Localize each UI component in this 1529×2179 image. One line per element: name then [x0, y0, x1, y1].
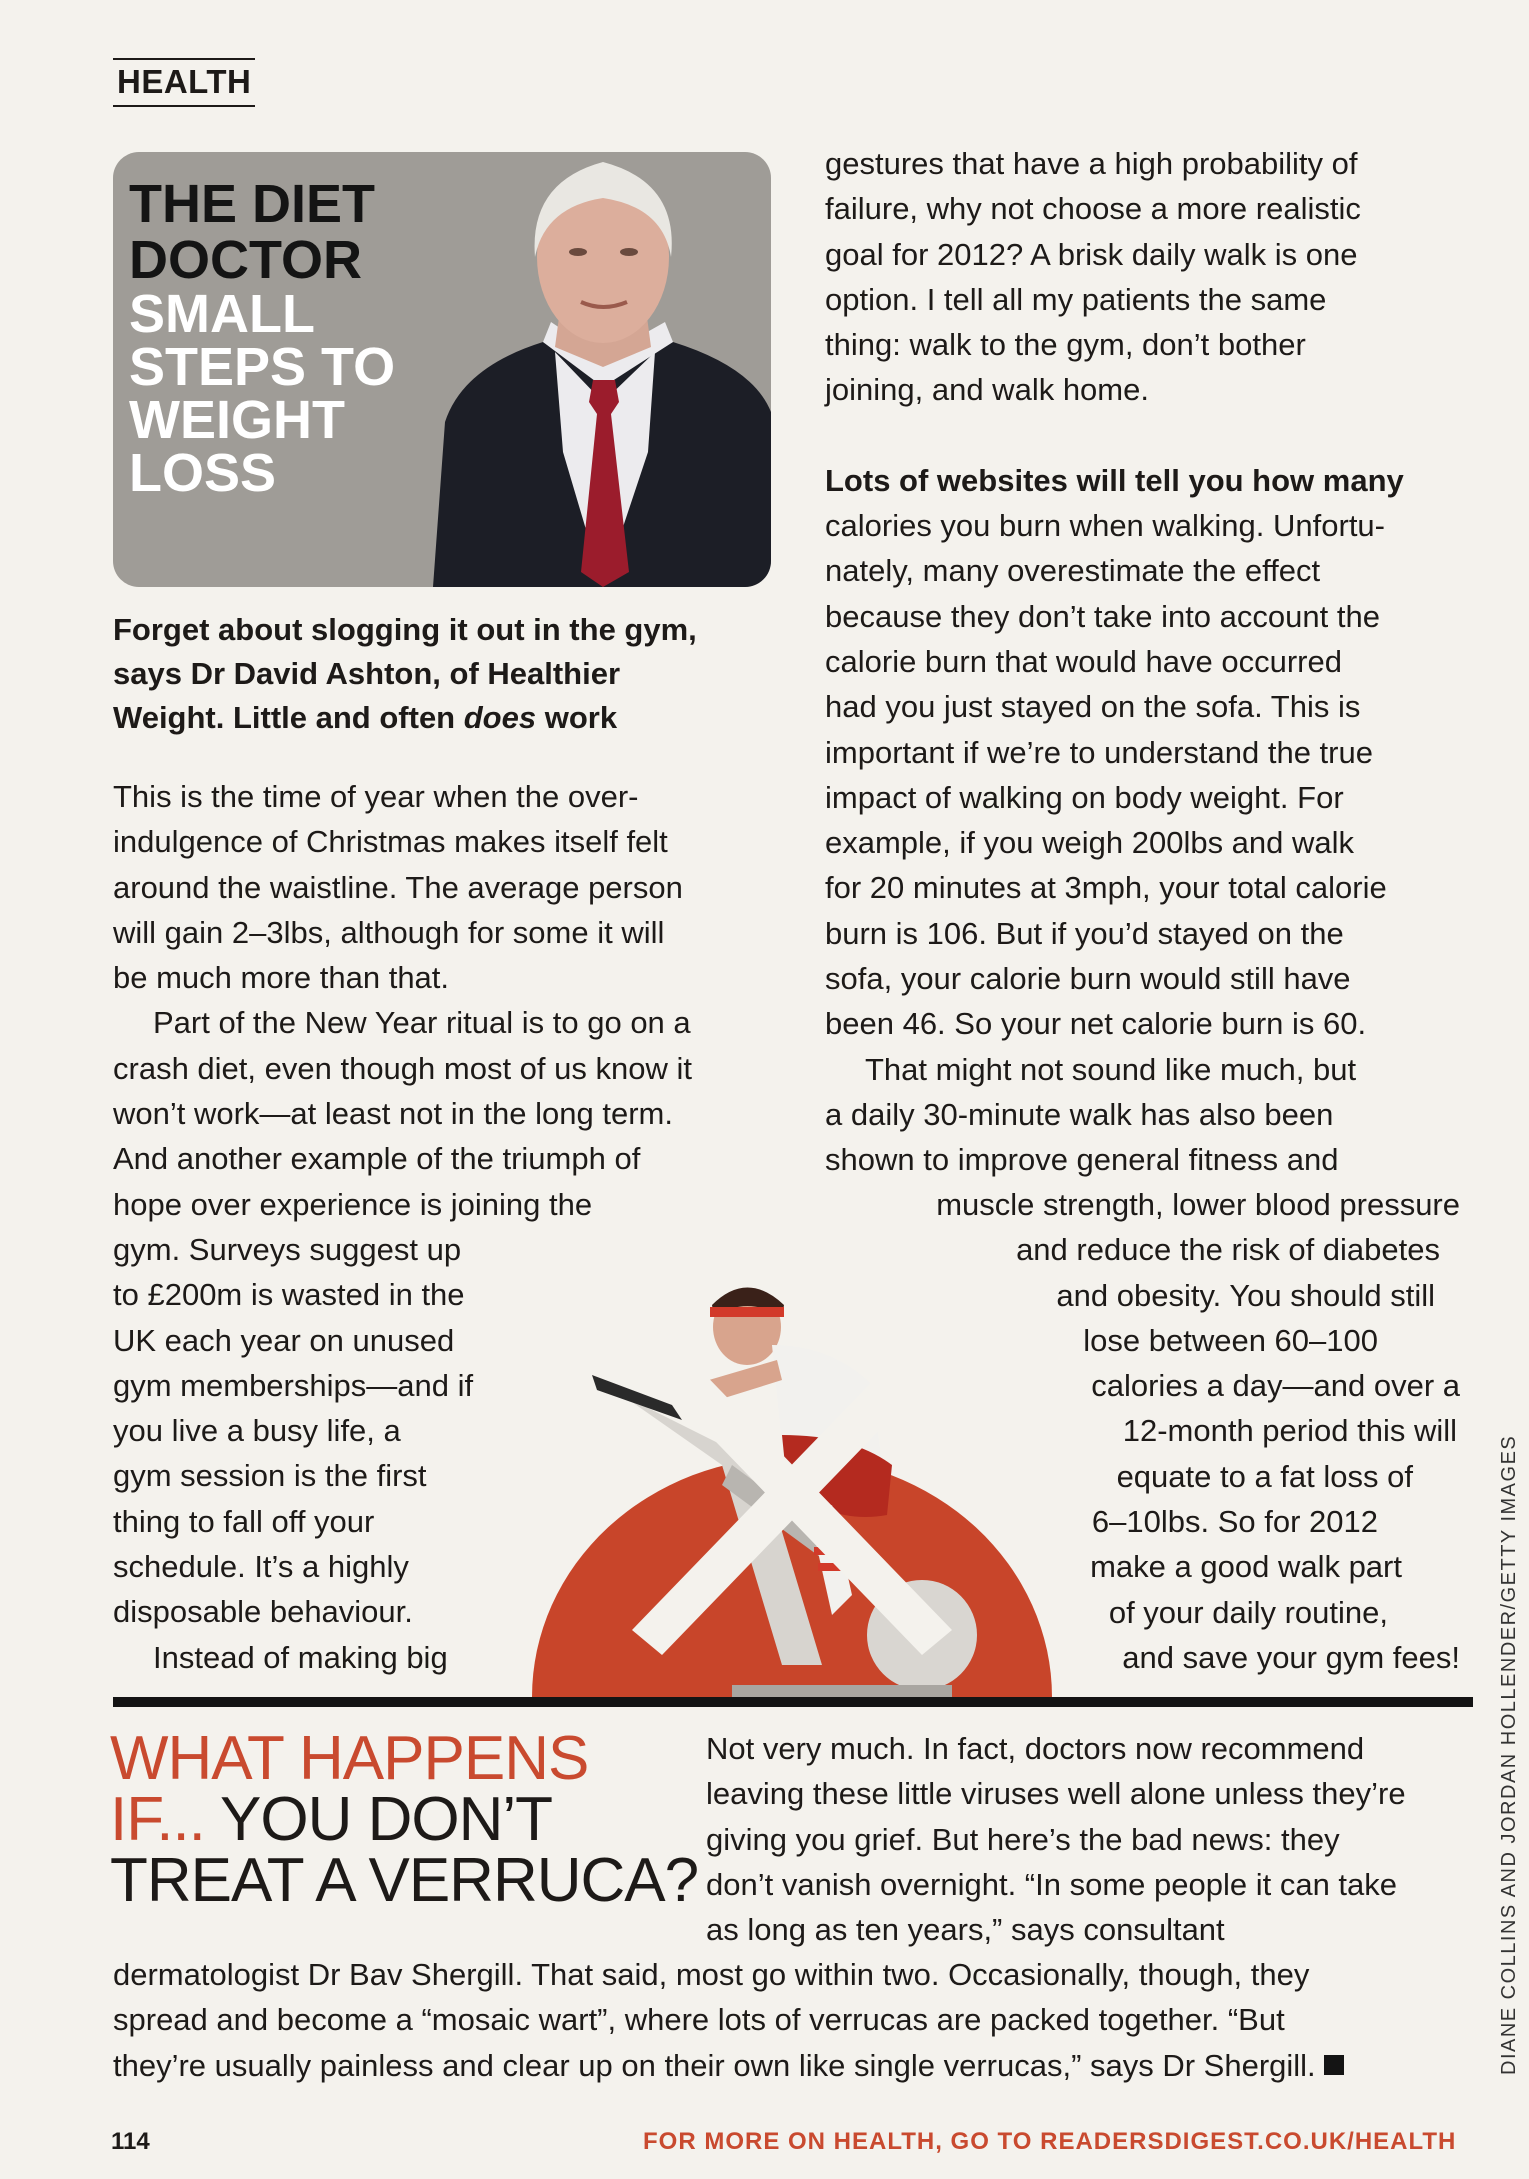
body-line: nately, many overestimate the effect: [825, 553, 1321, 589]
body-line: for 20 minutes at 3mph, your total calorie: [825, 870, 1387, 906]
whatif-headline-dark: TREAT A VERRUCA?: [110, 1846, 699, 1915]
doctor-portrait-image: [433, 152, 771, 587]
body-line: 6–10lbs. So for 2012: [1091, 1504, 1378, 1540]
body-line: leaving these little viruses well alone unless they’re: [706, 1776, 1406, 1812]
standfirst-line: work: [536, 700, 618, 735]
body-lead-bold: Lots of websites will tell you how many: [825, 462, 1404, 498]
body-line: dermatologist Dr Bav Shergill. That said, most go within two. Occasionally, though, they: [113, 1957, 1310, 1992]
body-line: Not very much. In fact, doctors now recommend: [706, 1731, 1365, 1766]
body-line: option. I tell all my patients the same: [825, 281, 1327, 317]
photo-credit: DIANE COLLINS AND JORDAN HOLLENDER/GETTY IMAGES: [1498, 1434, 1520, 2075]
body-line: burn is 106. But if you’d stayed on the: [825, 915, 1344, 951]
article-headline-line: SMALL: [129, 284, 315, 344]
whatif-headline-red: WHAT HAPPENS: [110, 1724, 589, 1793]
body-line: calories you burn when walking. Unfortu-: [825, 508, 1385, 544]
column-title-line: DOCTOR: [129, 230, 363, 290]
body-line: That might not sound like much, but: [865, 1051, 1357, 1087]
section-divider: [113, 1697, 1473, 1707]
body-line: as long as ten years,” says consultant: [706, 1912, 1225, 1948]
footer-web-link[interactable]: FOR MORE ON HEALTH, GO TO READERSDIGEST.CO.UK/HEALTH: [643, 2128, 1457, 2155]
standfirst-emphasis: does: [463, 700, 537, 735]
body-line: giving you grief. But here’s the bad news: they: [706, 1821, 1340, 1857]
body-line: hope over experience is joining the: [113, 1186, 593, 1222]
body-line: failure, why not choose a more realistic: [825, 191, 1361, 227]
article-headline: [129, 284, 396, 503]
body-line: example, if you weigh 200lbs and walk: [825, 825, 1355, 861]
column-title: [129, 176, 375, 288]
body-line: Part of the New Year ritual is to go on a: [153, 1005, 691, 1041]
body-line: been 46. So your net calorie burn is 60.: [825, 1006, 1367, 1042]
whatif-headline-dark: YOU DON’T: [204, 1785, 553, 1854]
standfirst: [113, 608, 773, 740]
article-headline-line: WEIGHT: [129, 390, 345, 450]
body-line: had you just stayed on the sofa. This is: [825, 689, 1361, 725]
body-line: UK each year on unused: [113, 1322, 455, 1358]
body-line: 12-month period this will: [1122, 1413, 1457, 1449]
section-label: HEALTH: [113, 58, 255, 107]
page-number: 114: [111, 2128, 150, 2155]
standfirst-line: Forget about slogging it out in the gym,: [113, 612, 697, 647]
body-line: make a good walk part: [1090, 1549, 1402, 1585]
body-line: of your daily routine,: [1108, 1594, 1388, 1630]
body-line: won’t work—at least not in the long term.: [113, 1096, 673, 1132]
column-title-line: THE DIET: [129, 174, 376, 234]
standfirst-line: says Dr David Ashton, of Healthier: [113, 656, 621, 691]
whatif-headline-red: IF...: [110, 1785, 205, 1854]
body-line: schedule. It’s a highly: [113, 1549, 409, 1585]
body-line: calorie burn that would have occurred: [825, 643, 1342, 679]
article-headline-line: STEPS TO: [129, 337, 396, 397]
body-line: and obesity. You should still: [1056, 1277, 1435, 1313]
body-line: crash diet, even though most of us know it: [113, 1050, 692, 1086]
body-line: gym session is the first: [113, 1458, 427, 1494]
standfirst-line: Weight. Little and often: [113, 700, 464, 735]
body-line: gestures that have a high probability of: [825, 146, 1358, 181]
end-of-article-icon: [1324, 2055, 1344, 2075]
body-line: gym. Surveys suggest up: [113, 1231, 462, 1267]
body-line: disposable behaviour.: [113, 1594, 413, 1630]
body-column-right: [825, 141, 1485, 1183]
exercise-bike-illustration: [532, 1235, 1052, 1697]
body-line: you live a busy life, a: [113, 1413, 401, 1449]
body-line: Instead of making big: [153, 1639, 448, 1675]
body-line: calories a day—and over a: [1091, 1368, 1460, 1404]
body-line: because they don’t take into account the: [825, 598, 1380, 634]
body-line: gym memberships—and if: [113, 1367, 474, 1403]
whatif-headline: [110, 1724, 699, 1915]
body-line: joining, and walk home.: [825, 372, 1149, 408]
article-header-panel: [113, 152, 771, 587]
body-line: lose between 60–100: [1083, 1322, 1378, 1358]
body-line: sofa, your calorie burn would still have: [825, 961, 1351, 997]
body-line: they’re usually painless and clear up on their own like single verrucas,” says Dr Shergill.: [113, 2047, 1316, 2083]
body-line: This is the time of year when the over-: [113, 779, 639, 814]
body-line: thing: walk to the gym, don’t bother: [825, 327, 1306, 363]
body-line: will gain 2–3lbs, although for some it will: [113, 914, 665, 950]
body-line: equate to a fat loss of: [1116, 1458, 1413, 1494]
body-line: around the waistline. The average person: [113, 869, 683, 905]
body-line: to £200m is wasted in the: [113, 1277, 465, 1313]
body-line: spread and become a “mosaic wart”, where lots of verrucas are packed together. “But: [113, 2002, 1285, 2038]
body-line: impact of walking on body weight. For: [825, 779, 1344, 815]
article-headline-line: LOSS: [129, 443, 277, 503]
body-line: and save your gym fees!: [1122, 1639, 1460, 1675]
body-line: muscle strength, lower blood pressure: [936, 1187, 1460, 1222]
body-line: don’t vanish overnight. “In some people it can take: [706, 1866, 1398, 1902]
body-line: shown to improve general fitness and: [825, 1142, 1339, 1178]
body-line: important if we’re to understand the true: [825, 734, 1373, 770]
whatif-body-right: [706, 1726, 1476, 1952]
body-line: thing to fall off your: [113, 1503, 375, 1539]
body-line: goal for 2012? A brisk daily walk is one: [825, 236, 1358, 272]
body-line: indulgence of Christmas makes itself felt: [113, 824, 668, 860]
whatif-body-full: [113, 1952, 1478, 2088]
body-line: and reduce the risk of diabetes: [1016, 1232, 1440, 1268]
body-line: be much more than that.: [113, 960, 450, 996]
body-line: And another example of the triumph of: [113, 1141, 641, 1177]
body-line: a daily 30-minute walk has also been: [825, 1096, 1334, 1132]
